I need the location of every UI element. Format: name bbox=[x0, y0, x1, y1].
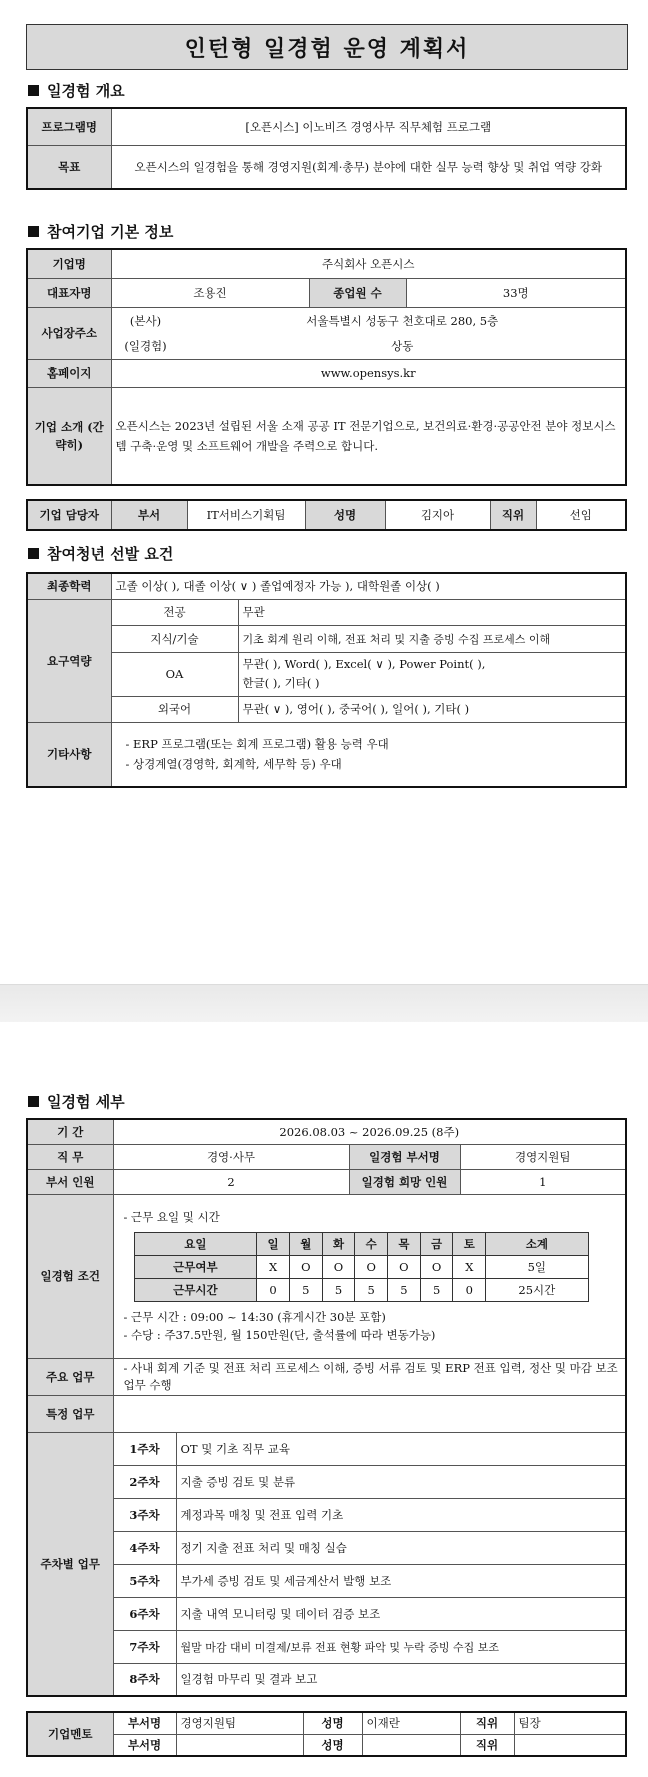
schedule-header: 금 bbox=[420, 1233, 453, 1256]
section-title: 참여청년 선발 요건 bbox=[47, 545, 174, 563]
mentor-label: 기업멘토 bbox=[27, 1712, 113, 1756]
week-label: 1주차 bbox=[113, 1432, 176, 1465]
company-name-label: 기업명 bbox=[27, 249, 111, 278]
requirements-table bbox=[26, 572, 627, 788]
employees-label: 종업원 수 bbox=[309, 278, 406, 307]
ceo-label: 대표자명 bbox=[27, 278, 111, 307]
week-label: 8주차 bbox=[113, 1663, 176, 1696]
square-bullet-icon bbox=[28, 1096, 39, 1107]
goal-value: 오픈시스의 일경험을 통해 경영지원(회계·총무) 분야에 대한 실무 능력 향상 및 취업 역량 강화 bbox=[111, 145, 626, 189]
period-value: 2026.08.03 ~ 2026.09.25 (8주) bbox=[113, 1119, 626, 1144]
company-table bbox=[26, 248, 627, 486]
intro-label: 기업 소개 (간략히) bbox=[27, 387, 111, 485]
cond-pay: - 수당 : 주37.5만원, 월 150만원(단, 출석률에 따라 변동가능) bbox=[123, 1328, 436, 1342]
lang-value: 무관( ∨ ), 영어( ), 중국어( ), 일어( ), 기타( ) bbox=[238, 696, 626, 722]
schedule-header: 수 bbox=[355, 1233, 388, 1256]
main-duty-label: 주요 업무 bbox=[27, 1358, 113, 1395]
oa-line-2: 한글( ), 기타( ) bbox=[242, 676, 320, 690]
hq-value: 서울특별시 성동구 천호대로 280, 5층 bbox=[306, 313, 499, 328]
week-label: 6주차 bbox=[113, 1597, 176, 1630]
section-requirements bbox=[28, 543, 173, 564]
schedule-cell: 0 bbox=[453, 1279, 486, 1302]
page-break bbox=[0, 984, 648, 1024]
ceo-value: 조용진 bbox=[111, 278, 309, 307]
site-label: (일경험) bbox=[124, 338, 167, 353]
cond-cell bbox=[113, 1194, 626, 1358]
week-task: 정기 지출 전표 처리 및 매칭 실습 bbox=[176, 1531, 626, 1564]
schedule-header: 소계 bbox=[486, 1233, 588, 1256]
week-task: 지출 증빙 검토 및 분류 bbox=[176, 1465, 626, 1498]
duty-label: 직 무 bbox=[27, 1144, 113, 1169]
section-title: 참여기업 기본 정보 bbox=[47, 223, 174, 241]
oa-label: OA bbox=[111, 652, 238, 696]
mentor-name-label: 성명 bbox=[303, 1712, 362, 1734]
schedule-cell: X bbox=[257, 1256, 290, 1279]
contact-dept-value: IT서비스기획팀 bbox=[187, 500, 305, 530]
company-name-value: 주식회사 오픈시스 bbox=[111, 249, 626, 278]
contact-position-value: 선임 bbox=[536, 500, 626, 530]
staff-label: 부서 인원 bbox=[27, 1169, 113, 1194]
contact-dept-label: 부서 bbox=[111, 500, 187, 530]
goal-label: 목표 bbox=[27, 145, 111, 189]
dept-value: 경영지원팀 bbox=[460, 1144, 626, 1169]
schedule-cell: O bbox=[388, 1256, 421, 1279]
schedule-table bbox=[134, 1232, 589, 1302]
schedule-cell: O bbox=[420, 1256, 453, 1279]
schedule-cell: O bbox=[355, 1256, 388, 1279]
program-label: 프로그램명 bbox=[27, 108, 111, 145]
staff-value: 2 bbox=[113, 1169, 349, 1194]
week-label: 4주차 bbox=[113, 1531, 176, 1564]
etc-value bbox=[111, 722, 626, 787]
site-value: 상동 bbox=[391, 338, 414, 353]
oa-value bbox=[238, 652, 626, 696]
contact-name-label: 성명 bbox=[305, 500, 385, 530]
hope-label: 일경험 희망 인원 bbox=[349, 1169, 460, 1194]
mentor2-dept-value bbox=[176, 1734, 303, 1756]
schedule-cell: 25시간 bbox=[486, 1279, 588, 1302]
cond-label: 일경험 조건 bbox=[27, 1194, 113, 1358]
mentor-table bbox=[26, 1711, 627, 1757]
mentor-name-value: 이재란 bbox=[362, 1712, 460, 1734]
special-duty-label: 특정 업무 bbox=[27, 1395, 113, 1432]
mentor2-position-value bbox=[514, 1734, 626, 1756]
etc-line-1: - ERP 프로그램(또는 회계 프로그램) 활용 능력 우대 bbox=[125, 737, 389, 752]
address-label: 사업장주소 bbox=[27, 307, 111, 359]
employees-value: 33명 bbox=[406, 278, 626, 307]
etc-label: 기타사항 bbox=[27, 722, 111, 787]
mentor-dept-value: 경영지원팀 bbox=[176, 1712, 303, 1734]
skill-label: 지식/기술 bbox=[111, 625, 238, 652]
oa-line-1: 무관( ), Word( ), Excel( ∨ ), Power Point( ), bbox=[242, 657, 486, 671]
mentor2-dept-label: 부서명 bbox=[113, 1734, 176, 1756]
mentor2-name-label: 성명 bbox=[303, 1734, 362, 1756]
schedule-header: 요일 bbox=[134, 1233, 257, 1256]
week-label: 5주차 bbox=[113, 1564, 176, 1597]
schedule-cell: 5 bbox=[289, 1279, 322, 1302]
schedule-cell: 5 bbox=[355, 1279, 388, 1302]
section-title: 일경험 세부 bbox=[47, 1093, 125, 1111]
overview-table bbox=[26, 107, 627, 190]
schedule-row-label: 근무시간 bbox=[134, 1279, 257, 1302]
major-value: 무관 bbox=[238, 599, 626, 625]
etc-line-2: - 상경계열(경영학, 회계학, 세무학 등) 우대 bbox=[125, 757, 342, 772]
homepage-label: 홈페이지 bbox=[27, 359, 111, 387]
intro-value: 오픈시스는 2023년 설립된 서울 소재 공공 IT 전문기업으로, 보건의료·환경·공공안전 분야 정보시스템 구축·운영 및 소프트웨어 개발을 주력으로 합니다. bbox=[111, 387, 626, 485]
major-label: 전공 bbox=[111, 599, 238, 625]
homepage-value: www.opensys.kr bbox=[111, 359, 626, 387]
square-bullet-icon bbox=[28, 85, 39, 96]
contact-label: 기업 담당자 bbox=[27, 500, 111, 530]
week-task: 일경험 마무리 및 결과 보고 bbox=[176, 1663, 626, 1696]
schedule-header: 토 bbox=[453, 1233, 486, 1256]
schedule-cell: 5 bbox=[420, 1279, 453, 1302]
contact-name-value: 김지아 bbox=[385, 500, 490, 530]
skill-value: 기초 회계 원리 이해, 전표 처리 및 지출 증빙 수집 프로세스 이해 bbox=[238, 625, 626, 652]
schedule-cell: O bbox=[322, 1256, 355, 1279]
week-task: OT 및 기초 직무 교육 bbox=[176, 1432, 626, 1465]
special-duty-value bbox=[113, 1395, 626, 1432]
section-overview bbox=[28, 80, 125, 101]
schedule-cell: 5일 bbox=[486, 1256, 588, 1279]
section-company bbox=[28, 221, 173, 242]
mentor2-name-value bbox=[362, 1734, 460, 1756]
page-2 bbox=[0, 1022, 648, 1777]
period-label: 기 간 bbox=[27, 1119, 113, 1144]
education-label: 최종학력 bbox=[27, 573, 111, 599]
duty-value: 경영·사무 bbox=[113, 1144, 349, 1169]
hq-label: (본사) bbox=[129, 313, 162, 328]
contact-table bbox=[26, 499, 627, 531]
schedule-row-label: 근무여부 bbox=[134, 1256, 257, 1279]
schedule-cell: 5 bbox=[388, 1279, 421, 1302]
main-duty-value: - 사내 회계 기준 및 전표 처리 프로세스 이해, 증빙 서류 검토 및 ERP 전표 입력, 정산 및 마감 보조 업무 수행 bbox=[113, 1358, 626, 1395]
detail-table bbox=[26, 1118, 627, 1697]
schedule-cell: 5 bbox=[322, 1279, 355, 1302]
week-label: 2주차 bbox=[113, 1465, 176, 1498]
contact-position-label: 직위 bbox=[490, 500, 536, 530]
square-bullet-icon bbox=[28, 548, 39, 559]
week-label: 7주차 bbox=[113, 1630, 176, 1663]
section-detail bbox=[28, 1091, 125, 1112]
document-title: 인턴형 일경험 운영 계획서 bbox=[26, 24, 628, 70]
section-title: 일경험 개요 bbox=[47, 82, 125, 100]
week-task: 계정과목 매칭 및 전표 입력 기초 bbox=[176, 1498, 626, 1531]
mentor-position-value: 팀장 bbox=[514, 1712, 626, 1734]
week-task: 부가세 증빙 검토 및 세금계산서 발행 보조 bbox=[176, 1564, 626, 1597]
cond-time: - 근무 시간 : 09:00 ~ 14:30 (휴게시간 30분 포함) bbox=[123, 1310, 386, 1324]
schedule-header: 월 bbox=[289, 1233, 322, 1256]
week-task: 지출 내역 모니터링 및 데이터 검증 보조 bbox=[176, 1597, 626, 1630]
week-label: 3주차 bbox=[113, 1498, 176, 1531]
mentor-dept-label: 부서명 bbox=[113, 1712, 176, 1734]
competency-label: 요구역량 bbox=[27, 599, 111, 722]
dept-label: 일경험 부서명 bbox=[349, 1144, 460, 1169]
schedule-cell: X bbox=[453, 1256, 486, 1279]
week-task: 월말 마감 대비 미결제/보류 전표 현황 파악 및 누락 증빙 수집 보조 bbox=[176, 1630, 626, 1663]
address-inner bbox=[112, 308, 626, 358]
schedule-header: 목 bbox=[388, 1233, 421, 1256]
cond-intro: - 근무 요일 및 시간 bbox=[123, 1210, 220, 1224]
schedule-cell: 0 bbox=[257, 1279, 290, 1302]
education-value: 고졸 이상( ), 대졸 이상( ∨ ) 졸업예정자 가능 ), 대학원졸 이상( ) bbox=[111, 573, 626, 599]
mentor2-position-label: 직위 bbox=[460, 1734, 514, 1756]
schedule-header: 화 bbox=[322, 1233, 355, 1256]
mentor-position-label: 직위 bbox=[460, 1712, 514, 1734]
schedule-cell: O bbox=[289, 1256, 322, 1279]
lang-label: 외국어 bbox=[111, 696, 238, 722]
hope-value: 1 bbox=[460, 1169, 626, 1194]
schedule-header: 일 bbox=[257, 1233, 290, 1256]
address-cell bbox=[111, 307, 626, 359]
weekly-label: 주차별 업무 bbox=[27, 1432, 113, 1696]
square-bullet-icon bbox=[28, 226, 39, 237]
program-value: [오픈시스] 이노비즈 경영사무 직무체험 프로그램 bbox=[111, 108, 626, 145]
